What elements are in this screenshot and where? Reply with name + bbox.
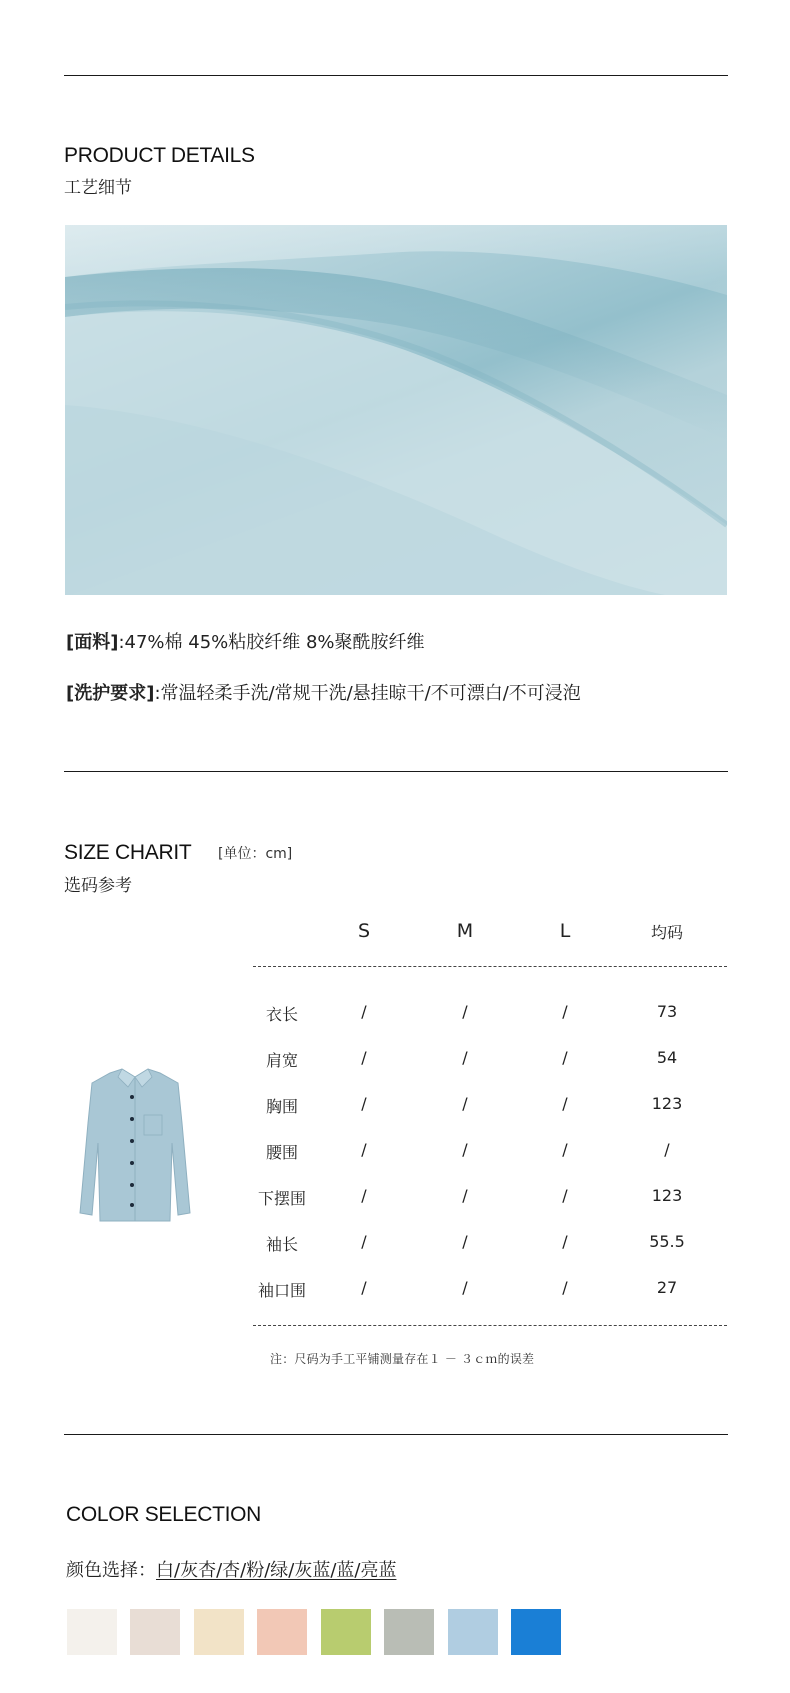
size-cell: 123 <box>651 1186 683 1205</box>
size-column-header: L <box>559 920 571 942</box>
fabric-label: [面料] <box>66 632 119 653</box>
color-swatch[interactable] <box>321 1609 371 1655</box>
size-cell: / <box>462 1002 468 1021</box>
size-cell: / <box>462 1094 468 1113</box>
color-swatch[interactable] <box>67 1609 117 1655</box>
size-cell: / <box>361 1140 367 1159</box>
size-column-header: 均码 <box>650 923 683 942</box>
size-subtitle: 选码参考 <box>64 876 132 896</box>
size-cell: 55.5 <box>649 1232 685 1251</box>
size-cell: / <box>462 1186 468 1205</box>
care-label: [洗护要求] <box>66 683 155 704</box>
size-cell: / <box>562 1140 568 1159</box>
care-instructions <box>66 679 581 705</box>
size-cell: / <box>562 1094 568 1113</box>
size-cell: / <box>664 1140 670 1159</box>
color-label: 颜色选择： <box>66 1560 156 1581</box>
size-cell: / <box>562 1186 568 1205</box>
size-cell: / <box>562 1232 568 1251</box>
divider <box>64 1434 728 1435</box>
size-cell: / <box>462 1232 468 1251</box>
color-options <box>66 1556 396 1582</box>
details-title: PRODUCT DETAILS <box>64 144 255 167</box>
shirt-image <box>70 1063 200 1231</box>
color-options-text[interactable]: 白/灰杏/杏/粉/绿/灰蓝/蓝/亮蓝 <box>156 1560 397 1581</box>
size-column-header: S <box>357 920 371 942</box>
size-cell: / <box>462 1140 468 1159</box>
size-cell: 123 <box>651 1094 683 1113</box>
fabric-value: :47%棉 45%粘胶纤维 8%聚酰胺纤维 <box>118 632 425 653</box>
size-cell: 73 <box>656 1002 678 1021</box>
size-cell: / <box>562 1002 568 1021</box>
size-row-label: 衣长 <box>265 1005 298 1024</box>
size-title: SIZE CHARIT <box>64 841 192 864</box>
color-swatch[interactable] <box>384 1609 434 1655</box>
size-row-label: 袖长 <box>265 1235 298 1254</box>
details-subtitle: 工艺细节 <box>64 178 132 198</box>
size-cell: / <box>562 1278 568 1297</box>
size-cell: / <box>462 1048 468 1067</box>
size-column-header: M <box>456 920 474 942</box>
divider <box>64 771 728 772</box>
table-divider <box>253 966 727 967</box>
fabric-photo <box>65 225 727 595</box>
size-row-label: 袖口围 <box>257 1281 306 1300</box>
color-swatch[interactable] <box>257 1609 307 1655</box>
size-cell: / <box>361 1232 367 1251</box>
color-swatch[interactable] <box>511 1609 561 1655</box>
fabric-composition <box>66 628 425 654</box>
size-cell: 27 <box>656 1278 678 1297</box>
size-note: 注：尺码为手工平铺测量存在１ － ３ｃｍ的误差 <box>270 1352 535 1366</box>
color-swatch[interactable] <box>194 1609 244 1655</box>
table-divider <box>253 1325 727 1326</box>
care-value: :常温轻柔手洗/常规干洗/悬挂晾干/不可漂白/不可浸泡 <box>154 683 581 704</box>
size-cell: 54 <box>656 1048 678 1067</box>
size-row-label: 腰围 <box>265 1143 298 1162</box>
size-cell: / <box>361 1048 367 1067</box>
size-cell: / <box>361 1094 367 1113</box>
size-row-label: 肩宽 <box>265 1051 298 1070</box>
size-cell: / <box>361 1186 367 1205</box>
size-cell: / <box>361 1002 367 1021</box>
color-title: COLOR SELECTION <box>66 1503 262 1526</box>
color-swatch[interactable] <box>130 1609 180 1655</box>
size-row-label: 下摆围 <box>257 1189 306 1208</box>
size-row-label: 胸围 <box>265 1097 298 1116</box>
divider <box>64 75 728 76</box>
size-cell: / <box>361 1278 367 1297</box>
size-cell: / <box>562 1048 568 1067</box>
color-swatch[interactable] <box>448 1609 498 1655</box>
size-unit: [单位：cm] <box>218 846 293 862</box>
size-cell: / <box>462 1278 468 1297</box>
